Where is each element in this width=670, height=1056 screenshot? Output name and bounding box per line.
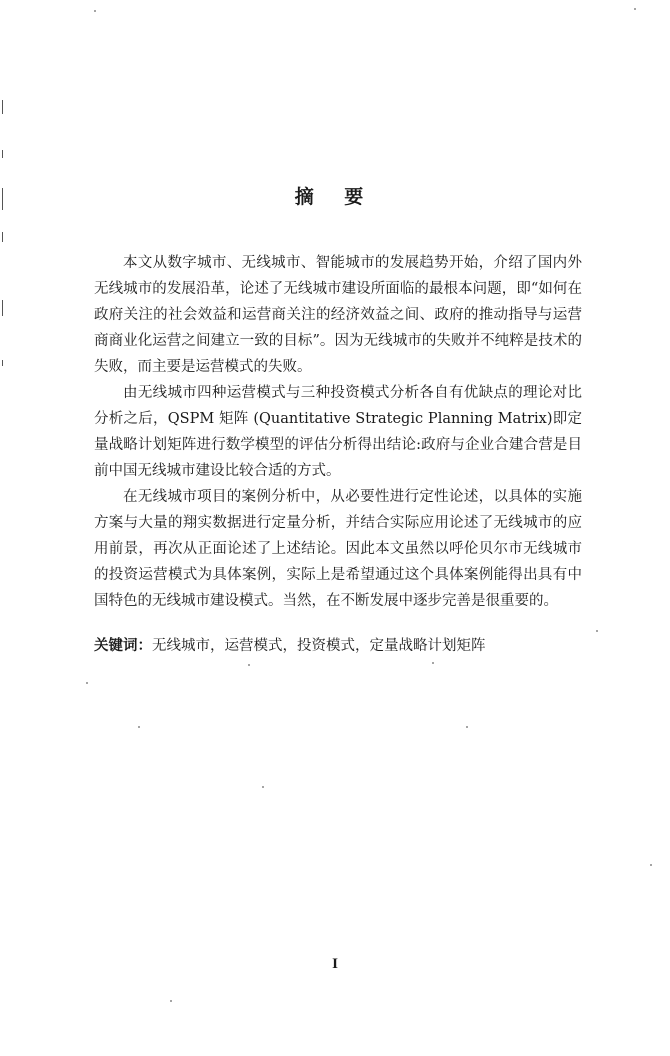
- scan-mark: [2, 100, 3, 114]
- scan-speck: [634, 8, 636, 10]
- scan-speck: [466, 726, 468, 728]
- page-number: I: [332, 956, 338, 972]
- abstract-paragraph-1: 本文从数字城市、无线城市、智能城市的发展趋势开始，介绍了国内外无线城市的发展沿革，论述了无线城市建设所面临的最根本问题，即“如何在政府关注的社会效益和运营商关注的经济效益之间、政府的推动指导与运营商商业化运营之间建立一致的目标”。因为无线城市的失败并不纯粹是技术的失败，而主要是运营模式的失败。: [94, 255, 582, 375]
- scan-mark: [2, 300, 3, 316]
- scan-speck: [596, 630, 598, 632]
- scan-mark: [2, 150, 3, 158]
- scan-speck: [138, 726, 140, 728]
- scan-mark: [2, 232, 3, 242]
- scan-speck: [650, 864, 652, 866]
- keywords-text: 无线城市，运营模式，投资模式，定量战略计划矩阵: [152, 638, 486, 654]
- scan-speck: [94, 10, 96, 12]
- scan-speck: [170, 1000, 172, 1002]
- abstract-paragraph-2: 由无线城市四种运营模式与三种投资模式分析各自有优缺点的理论对比分析之后，QSPM 矩阵 (Quantitative Strategic Planning Matrix)即定量战略计划矩阵进行数学模型的评估分析得出结论:政府与企业合建合营是目前中国无线城市建设比较合适的方式。: [94, 385, 582, 479]
- scan-speck: [86, 682, 88, 684]
- scan-speck: [262, 786, 264, 788]
- keywords-line: [94, 634, 582, 658]
- scan-speck: [248, 664, 250, 666]
- keywords-label: 关键词：: [94, 638, 152, 654]
- abstract-body: [94, 250, 582, 614]
- abstract-paragraph-3: 在无线城市项目的案例分析中，从必要性进行定性论述，以具体的实施方案与大量的翔实数据进行定量分析，并结合实际应用论述了无线城市的应用前景，再次从正面论述了上述结论。因此本文虽然以呼伦贝尔市无线城市的投资运营模式为具体案例，实际上是希望通过这个具体案例能得出具有中国特色的无线城市建设模式。当然，在不断发展中逐步完善是很重要的。: [94, 489, 582, 609]
- scan-speck: [432, 662, 434, 664]
- scan-mark: [2, 360, 3, 366]
- abstract-title: 摘 要: [294, 186, 376, 208]
